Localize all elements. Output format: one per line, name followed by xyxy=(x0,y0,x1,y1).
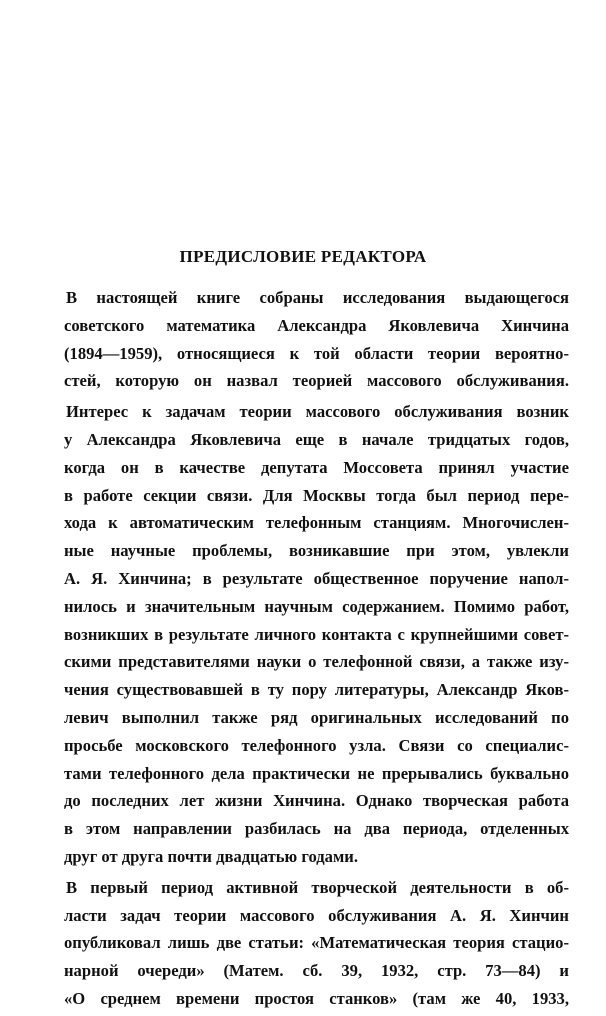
text-line: у Александра Яковлевича еще в начале тридцатых годов, xyxy=(64,429,569,449)
text-line: стей, которую он назвал теорией массового обслуживания. xyxy=(64,371,569,391)
paragraph-2 xyxy=(64,398,569,871)
text-line: В настоящей книге собраны исследования выдающегося xyxy=(66,288,569,307)
text-line: ласти задач теории массового обслуживания А. Я. Хинчин xyxy=(64,905,569,925)
text-line: опубликовал лишь две статьи: «Математическая теория стацио- xyxy=(64,933,569,953)
text-line: в этом направлении разбилась на два периода, отделенных xyxy=(64,819,569,839)
paragraph-3 xyxy=(64,874,569,1013)
text-line: нилось и значительным научным содержанием. Помимо работ, xyxy=(64,596,569,616)
text-line: скими представителями науки о телефонной связи, а также изу- xyxy=(64,652,569,672)
text-line: в работе секции связи. Для Москвы тогда был период пере- xyxy=(64,485,569,505)
text-line: когда он в качестве депутата Моссовета принял участие xyxy=(64,457,569,477)
paragraph-1 xyxy=(64,284,569,395)
text-line: хода к автоматическим телефонным станциям. Многочислен- xyxy=(64,513,569,533)
text-line: нарной очереди» (Матем. сб. 39, 1932, стр. 73—84) и xyxy=(64,961,569,981)
text-line: левич выполнил также ряд оригинальных исследований по xyxy=(64,707,569,727)
text-line: (1894—1959), относящиеся к той области теории вероятно- xyxy=(64,343,569,363)
text-line: А. Я. Хинчина; в результате общественное поручение напол- xyxy=(64,568,569,588)
text-line: просьбе московского телефонного узла. Связи со специалис- xyxy=(64,735,569,755)
page-heading: ПРЕДИСЛОВИЕ РЕДАКТОРА xyxy=(179,247,427,266)
text-line: до последних лет жизни Хинчина. Однако творческая работа xyxy=(64,791,569,811)
text-line: Интерес к задачам теории массового обслуживания возник xyxy=(66,402,569,422)
text-line: «О среднем времени простоя станков» (там же 40, 1933, xyxy=(64,988,569,1008)
text-line: В первый период активной творческой деятельности в об- xyxy=(66,877,569,897)
text-line: возникших в результате личного контакта с крупнейшими совет- xyxy=(64,624,569,644)
text-line: советского математика Александра Яковлевича Хинчина xyxy=(64,315,569,335)
body-text xyxy=(64,284,569,1016)
text-line: ные научные проблемы, возникавшие при этом, увлекли xyxy=(64,541,569,561)
text-line: друг от друга почти двадцатью годами. xyxy=(64,846,358,866)
text-line: тами телефонного дела практически не прерывались буквально xyxy=(64,763,569,783)
text-line: чения существовавшей в ту пору литературы, Александр Яков- xyxy=(64,680,569,700)
